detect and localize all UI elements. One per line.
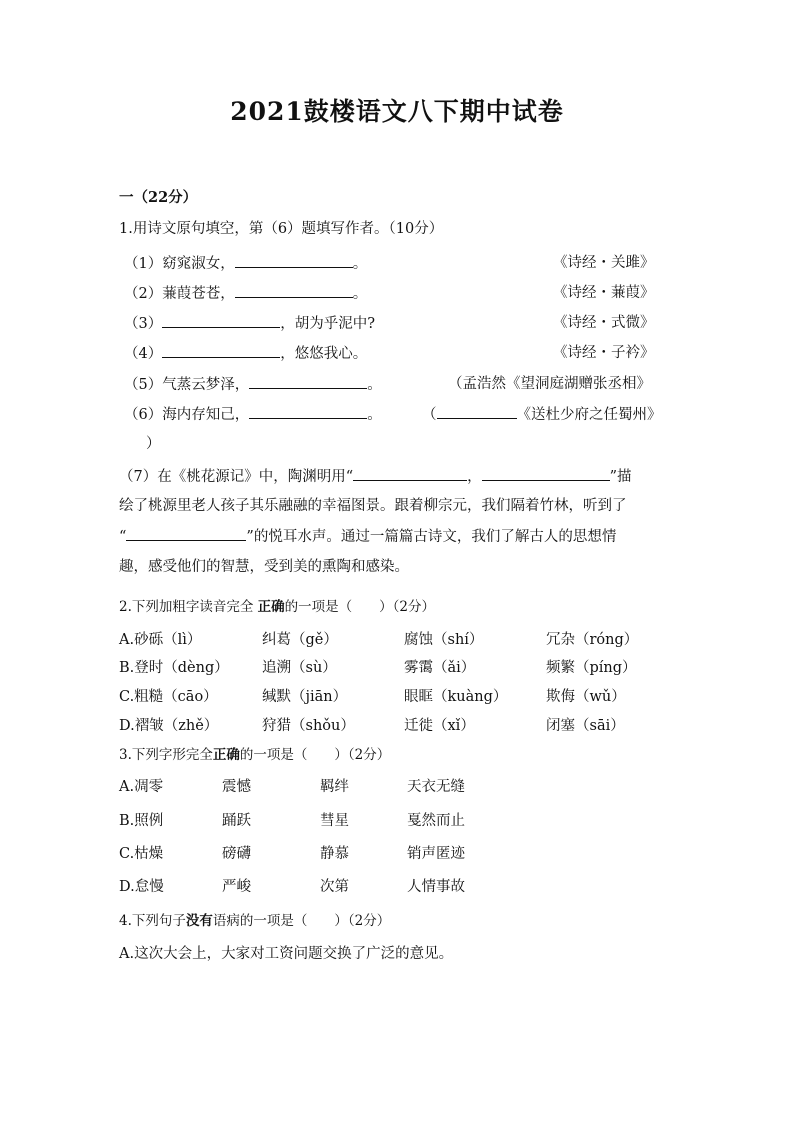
q1-item-7-line-1: （7）在《桃花源记》中，陶渊明用“ ， ”描 <box>119 466 632 487</box>
q3-option-a-word: 震憾 <box>222 779 251 795</box>
q1-item-7-line-4: 趣，感受他们的智慧，受到美的熏陶和感染。 <box>119 559 409 575</box>
q1-item-7-line-3: “ ”的悦耳水声。通过一篇篇古诗文，我们了解古人的思想情 <box>119 526 616 547</box>
q2-option-a-word: 冗杂（róng） <box>546 632 639 648</box>
q3-option-c-word: 磅礴 <box>222 846 251 862</box>
q2-option-a-word: 腐蚀（shí） <box>404 632 484 648</box>
q2-option-b-word: 频繁（píng） <box>546 660 637 676</box>
q3-option-c-word: 静慕 <box>320 846 349 862</box>
q3-option-b-word: 踊跃 <box>222 813 251 829</box>
question-4-stem: 4.下列句子没有语病的一项是（ ）（2分） <box>119 913 391 929</box>
q1-item-6-source: （ 《送杜少府之任蜀州》 <box>422 404 662 425</box>
q3-option-a-word: 天衣无缝 <box>407 779 465 795</box>
answer-blank[interactable] <box>482 466 610 481</box>
q1-item-6: （6）海内存知己， 。 <box>124 404 382 425</box>
q3-option-d[interactable]: D.怠慢 <box>119 879 164 895</box>
question-1-stem: 1.用诗文原句填空，第（6）题填写作者。（10分） <box>119 221 444 237</box>
q2-option-c-word: 欺侮（wǔ） <box>546 689 626 705</box>
q2-option-d-word: 狩猎（shǒu） <box>262 718 355 734</box>
q1-item-6-close: ） <box>146 436 161 452</box>
q1-item-4-source: 《诗经・子衿》 <box>553 345 655 361</box>
q2-option-c-word: 缄默（jiān） <box>262 689 348 705</box>
section-heading: 一（22分） <box>119 189 198 206</box>
answer-blank[interactable] <box>162 343 280 358</box>
q2-option-b-word: 雾霭（ǎi） <box>404 660 476 676</box>
answer-blank[interactable] <box>235 283 353 298</box>
q3-option-b-word: 戛然而止 <box>407 813 465 829</box>
q3-option-d-word: 严峻 <box>222 879 251 895</box>
q3-option-b-word: 彗星 <box>320 813 349 829</box>
q1-item-2: （2）蒹葭苍苍， 。 <box>124 283 367 304</box>
answer-blank[interactable] <box>162 313 280 328</box>
q3-option-c-word: 销声匿迹 <box>407 846 465 862</box>
q2-option-d-word: 闭塞（sāi） <box>546 718 625 734</box>
answer-blank[interactable] <box>249 374 367 389</box>
q3-option-c[interactable]: C.枯燥 <box>119 846 164 862</box>
q2-option-b-word: 追溯（sù） <box>262 660 337 676</box>
answer-blank[interactable] <box>235 253 353 268</box>
q2-option-d-word: 迁徙（xǐ） <box>404 718 475 734</box>
q3-option-d-word: 人情事故 <box>407 879 465 895</box>
question-3-stem: 3.下列字形完全正确的一项是（ ）（2分） <box>119 747 391 763</box>
q1-item-5: （5）气蒸云梦泽， 。 <box>124 374 382 395</box>
answer-blank[interactable] <box>249 404 367 419</box>
page-title: 2021鼓楼语文八下期中试卷 <box>230 97 564 126</box>
q4-option-a[interactable]: A.这次大会上，大家对工资问题交换了广泛的意见。 <box>119 946 454 962</box>
q1-item-3: （3） ，胡为乎泥中? <box>124 313 375 334</box>
q1-item-7-line-2: 绘了桃源里老人孩子其乐融融的幸福图景。跟着柳宗元，我们隔着竹林，听到了 <box>119 498 627 514</box>
q2-option-b[interactable]: B.登时（dèng） <box>119 660 229 676</box>
q2-option-c[interactable]: C.粗糙（cāo） <box>119 689 218 705</box>
q1-item-3-source: 《诗经・式微》 <box>553 315 655 331</box>
q2-option-a-word: 纠葛（gě） <box>262 632 338 648</box>
author-blank[interactable] <box>437 404 517 419</box>
q2-option-d[interactable]: D.褶皱（zhě） <box>119 718 219 734</box>
q1-item-1-source: 《诗经・关雎》 <box>553 255 655 271</box>
q2-option-c-word: 眼眶（kuàng） <box>404 689 508 705</box>
answer-blank[interactable] <box>126 526 246 541</box>
q1-item-1: （1）窈窕淑女， 。 <box>124 253 367 274</box>
answer-blank[interactable] <box>353 466 467 481</box>
q1-item-4: （4） ，悠悠我心。 <box>124 343 367 364</box>
question-2-stem: 2.下列加粗字读音完全 正确的一项是（ ）（2分） <box>119 599 436 615</box>
q3-option-a-word: 羁绊 <box>320 779 349 795</box>
q1-item-5-source: （孟浩然《望洞庭湖赠张丞相》 <box>448 376 651 392</box>
q3-option-a[interactable]: A.凋零 <box>119 779 164 795</box>
q2-option-a[interactable]: A.砂砾（lì） <box>119 632 202 648</box>
q3-option-b[interactable]: B.照例 <box>119 813 164 829</box>
q1-item-2-source: 《诗经・蒹葭》 <box>553 285 655 301</box>
q3-option-d-word: 次第 <box>320 879 349 895</box>
